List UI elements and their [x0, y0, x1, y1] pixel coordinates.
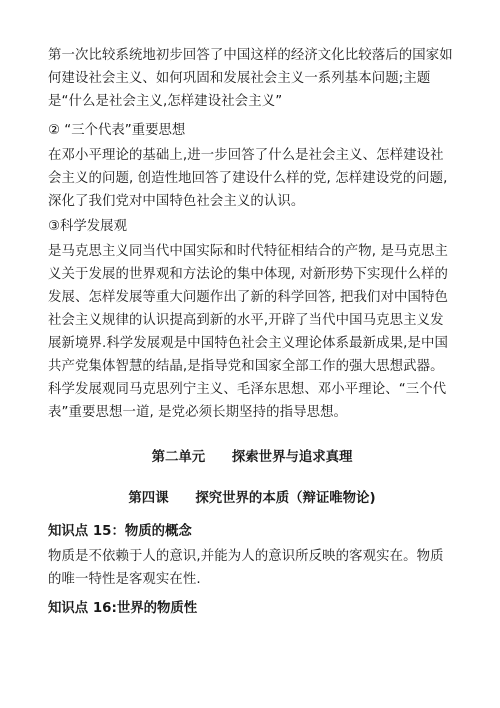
heading-scientific-outlook: ③科学发展观 [48, 219, 127, 234]
unit-title: 第二单元 探索世界与追求真理 [151, 450, 353, 465]
knowledge-point-15-title: 知识点 15：物质的概念 [48, 524, 192, 539]
heading-three-represents: ② “三个代表”重要思想 [48, 123, 186, 138]
paragraph-scientific-outlook: 是马克思主义同当代中国实际和时代特征相结合的产物, 是马克思主义关于发展的世界观和方法论的集中体现, 对新形势下实现什么样的发展、怎样发展等重大问题作出了新的科学回答, 把我们对中国特色社会主义规律的认识提高到新的水平,开辟了当代中国马克思主义发展新境界.科学发展观是中国特色社会主义理论体系最新成果,是中国共产党集体智慧的结晶,是指导党和国家全部工作的强大思想武器。科学发展观同马克思列宁主义、毛泽东思想、邓小平理论、“三个代表”重要思想一道, 是党必须长期坚持的指导思想。 [48, 244, 448, 420]
paragraph-deng-theory: 第一次比较系统地初步回答了中国这样的经济文化比较落后的国家如何建设社会主义、如何巩固和发展社会主义一系列基本问题;主题是“什么是社会主义,怎样建设社会主义” [48, 48, 453, 109]
document-page [48, 44, 456, 620]
knowledge-point-16-title: 知识点 16:世界的物质性 [48, 601, 198, 616]
knowledge-point-15-text: 物质是不依赖于人的意识,并能为人的意识所反映的客观实在。物质的唯一特性是客观实在性. [48, 549, 444, 587]
paragraph-three-represents: 在邓小平理论的基础上,进一步回答了什么是社会主义、怎样建设社会主义的问题, 创造性地回答了建设什么样的党, 怎样建设党的问题, 深化了我们党对中国特色社会主义的认识。 [48, 148, 448, 209]
lesson-title: 第四课 探究世界的本质（辩证唯物论) [128, 491, 376, 506]
